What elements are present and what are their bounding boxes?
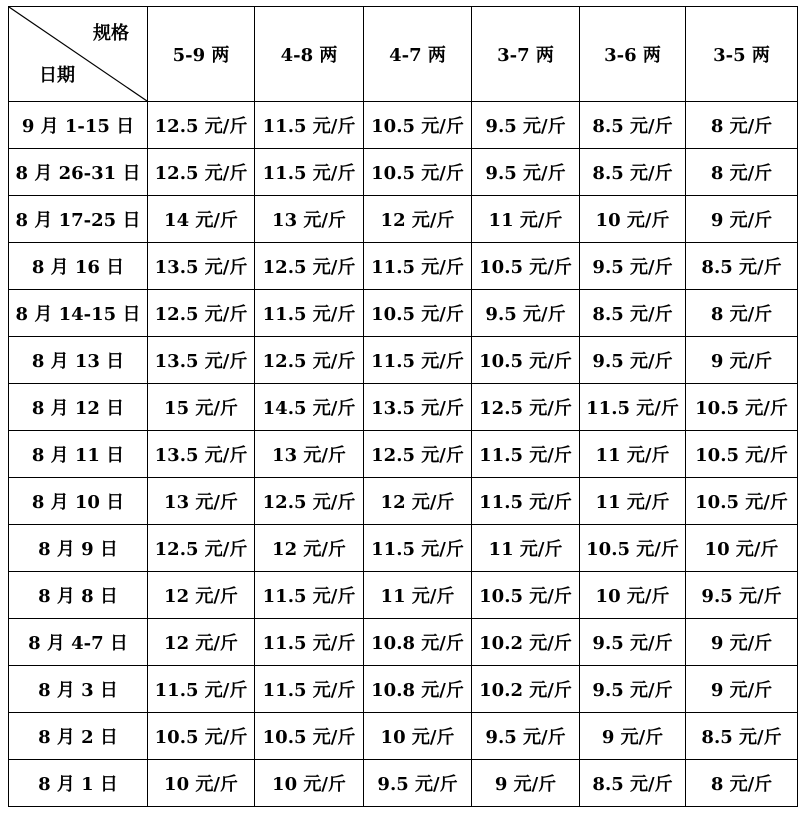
price-cell: 9.5 元/斤 <box>472 290 580 337</box>
price-cell: 11.5 元/斤 <box>472 478 580 525</box>
price-cell: 10.5 元/斤 <box>686 478 798 525</box>
price-cell: 10.5 元/斤 <box>580 525 686 572</box>
price-cell: 10.5 元/斤 <box>686 431 798 478</box>
price-cell: 8.5 元/斤 <box>580 760 686 807</box>
table-row <box>9 525 798 572</box>
price-cell: 8 元/斤 <box>686 102 798 149</box>
table-row <box>9 713 798 760</box>
price-cell: 12.5 元/斤 <box>364 431 472 478</box>
price-cell: 8 元/斤 <box>686 149 798 196</box>
header-row <box>9 7 798 102</box>
price-cell: 11 元/斤 <box>472 525 580 572</box>
date-cell: 8 月 11 日 <box>9 431 148 478</box>
price-cell: 10 元/斤 <box>255 760 364 807</box>
price-table <box>8 6 798 807</box>
date-cell: 8 月 17-25 日 <box>9 196 148 243</box>
price-cell: 11.5 元/斤 <box>364 525 472 572</box>
price-cell: 9.5 元/斤 <box>472 149 580 196</box>
table-row <box>9 572 798 619</box>
price-cell: 9.5 元/斤 <box>580 337 686 384</box>
price-cell: 12.5 元/斤 <box>472 384 580 431</box>
date-cell: 8 月 10 日 <box>9 478 148 525</box>
price-cell: 10.2 元/斤 <box>472 666 580 713</box>
price-cell: 9 元/斤 <box>686 196 798 243</box>
price-cell: 13 元/斤 <box>255 196 364 243</box>
table-row <box>9 337 798 384</box>
price-cell: 12 元/斤 <box>148 619 255 666</box>
price-cell: 9 元/斤 <box>686 666 798 713</box>
table-row <box>9 243 798 290</box>
table-row <box>9 384 798 431</box>
price-cell: 11.5 元/斤 <box>255 572 364 619</box>
price-cell: 11 元/斤 <box>580 431 686 478</box>
date-cell: 9 月 1-15 日 <box>9 102 148 149</box>
price-cell: 9 元/斤 <box>686 337 798 384</box>
price-cell: 9 元/斤 <box>472 760 580 807</box>
price-table-body <box>9 102 798 807</box>
price-cell: 10.5 元/斤 <box>364 102 472 149</box>
price-cell: 10 元/斤 <box>364 713 472 760</box>
table-row <box>9 619 798 666</box>
price-cell: 12.5 元/斤 <box>148 525 255 572</box>
price-cell: 11.5 元/斤 <box>255 290 364 337</box>
price-cell: 9 元/斤 <box>580 713 686 760</box>
price-cell: 10 元/斤 <box>148 760 255 807</box>
spec-column-header: 5-9 两 <box>148 7 255 102</box>
price-cell: 10 元/斤 <box>580 196 686 243</box>
table-row <box>9 478 798 525</box>
price-cell: 10.5 元/斤 <box>472 572 580 619</box>
price-cell: 13 元/斤 <box>255 431 364 478</box>
date-cell: 8 月 4-7 日 <box>9 619 148 666</box>
date-cell: 8 月 26-31 日 <box>9 149 148 196</box>
price-cell: 11 元/斤 <box>580 478 686 525</box>
price-cell: 10.5 元/斤 <box>364 149 472 196</box>
price-cell: 8.5 元/斤 <box>686 243 798 290</box>
table-row <box>9 196 798 243</box>
price-cell: 12 元/斤 <box>148 572 255 619</box>
price-cell: 12.5 元/斤 <box>255 478 364 525</box>
price-cell: 12 元/斤 <box>364 196 472 243</box>
price-cell: 9.5 元/斤 <box>580 619 686 666</box>
date-cell: 8 月 12 日 <box>9 384 148 431</box>
price-cell: 10.5 元/斤 <box>686 384 798 431</box>
price-cell: 10.5 元/斤 <box>472 337 580 384</box>
price-cell: 9.5 元/斤 <box>472 713 580 760</box>
price-cell: 8 元/斤 <box>686 760 798 807</box>
price-cell: 8.5 元/斤 <box>686 713 798 760</box>
price-cell: 10.5 元/斤 <box>364 290 472 337</box>
price-cell: 11.5 元/斤 <box>148 666 255 713</box>
price-cell: 10 元/斤 <box>580 572 686 619</box>
price-cell: 12 元/斤 <box>364 478 472 525</box>
table-row <box>9 760 798 807</box>
price-cell: 12.5 元/斤 <box>255 243 364 290</box>
price-cell: 13.5 元/斤 <box>148 431 255 478</box>
date-cell: 8 月 3 日 <box>9 666 148 713</box>
spec-column-header: 3-5 两 <box>686 7 798 102</box>
price-cell: 10.5 元/斤 <box>472 243 580 290</box>
spec-column-header: 3-7 两 <box>472 7 580 102</box>
price-cell: 10 元/斤 <box>686 525 798 572</box>
price-cell: 14 元/斤 <box>148 196 255 243</box>
date-cell: 8 月 13 日 <box>9 337 148 384</box>
price-cell: 11.5 元/斤 <box>472 431 580 478</box>
price-cell: 12.5 元/斤 <box>148 290 255 337</box>
price-cell: 9.5 元/斤 <box>364 760 472 807</box>
price-cell: 12.5 元/斤 <box>148 102 255 149</box>
corner-header-cell <box>9 7 148 102</box>
date-cell: 8 月 8 日 <box>9 572 148 619</box>
table-row <box>9 290 798 337</box>
spec-column-header: 4-8 两 <box>255 7 364 102</box>
price-cell: 8 元/斤 <box>686 290 798 337</box>
date-cell: 8 月 2 日 <box>9 713 148 760</box>
date-header-label: 日期 <box>39 65 75 86</box>
price-cell: 11.5 元/斤 <box>364 243 472 290</box>
price-cell: 9.5 元/斤 <box>580 666 686 713</box>
price-cell: 10.5 元/斤 <box>148 713 255 760</box>
price-cell: 11.5 元/斤 <box>580 384 686 431</box>
spec-column-header: 3-6 两 <box>580 7 686 102</box>
date-cell: 8 月 16 日 <box>9 243 148 290</box>
price-cell: 13.5 元/斤 <box>148 243 255 290</box>
price-cell: 11 元/斤 <box>364 572 472 619</box>
price-cell: 9.5 元/斤 <box>686 572 798 619</box>
price-cell: 15 元/斤 <box>148 384 255 431</box>
price-cell: 8.5 元/斤 <box>580 290 686 337</box>
price-cell: 9.5 元/斤 <box>472 102 580 149</box>
price-cell: 11.5 元/斤 <box>255 102 364 149</box>
price-cell: 12.5 元/斤 <box>148 149 255 196</box>
price-cell: 9 元/斤 <box>686 619 798 666</box>
price-cell: 13.5 元/斤 <box>364 384 472 431</box>
price-cell: 8.5 元/斤 <box>580 149 686 196</box>
price-cell: 13.5 元/斤 <box>148 337 255 384</box>
table-row <box>9 149 798 196</box>
date-cell: 8 月 1 日 <box>9 760 148 807</box>
price-cell: 11.5 元/斤 <box>255 619 364 666</box>
table-row <box>9 666 798 713</box>
price-cell: 11 元/斤 <box>472 196 580 243</box>
price-cell: 10.5 元/斤 <box>255 713 364 760</box>
price-cell: 13 元/斤 <box>148 478 255 525</box>
price-cell: 9.5 元/斤 <box>580 243 686 290</box>
price-cell: 11.5 元/斤 <box>364 337 472 384</box>
spec-header-label: 规格 <box>93 23 129 44</box>
spec-column-header: 4-7 两 <box>364 7 472 102</box>
table-row <box>9 431 798 478</box>
price-cell: 11.5 元/斤 <box>255 149 364 196</box>
price-cell: 10.8 元/斤 <box>364 619 472 666</box>
price-cell: 11.5 元/斤 <box>255 666 364 713</box>
price-cell: 12 元/斤 <box>255 525 364 572</box>
price-cell: 10.8 元/斤 <box>364 666 472 713</box>
price-cell: 12.5 元/斤 <box>255 337 364 384</box>
price-cell: 14.5 元/斤 <box>255 384 364 431</box>
table-row <box>9 102 798 149</box>
price-cell: 10.2 元/斤 <box>472 619 580 666</box>
date-cell: 8 月 9 日 <box>9 525 148 572</box>
date-cell: 8 月 14-15 日 <box>9 290 148 337</box>
price-cell: 8.5 元/斤 <box>580 102 686 149</box>
